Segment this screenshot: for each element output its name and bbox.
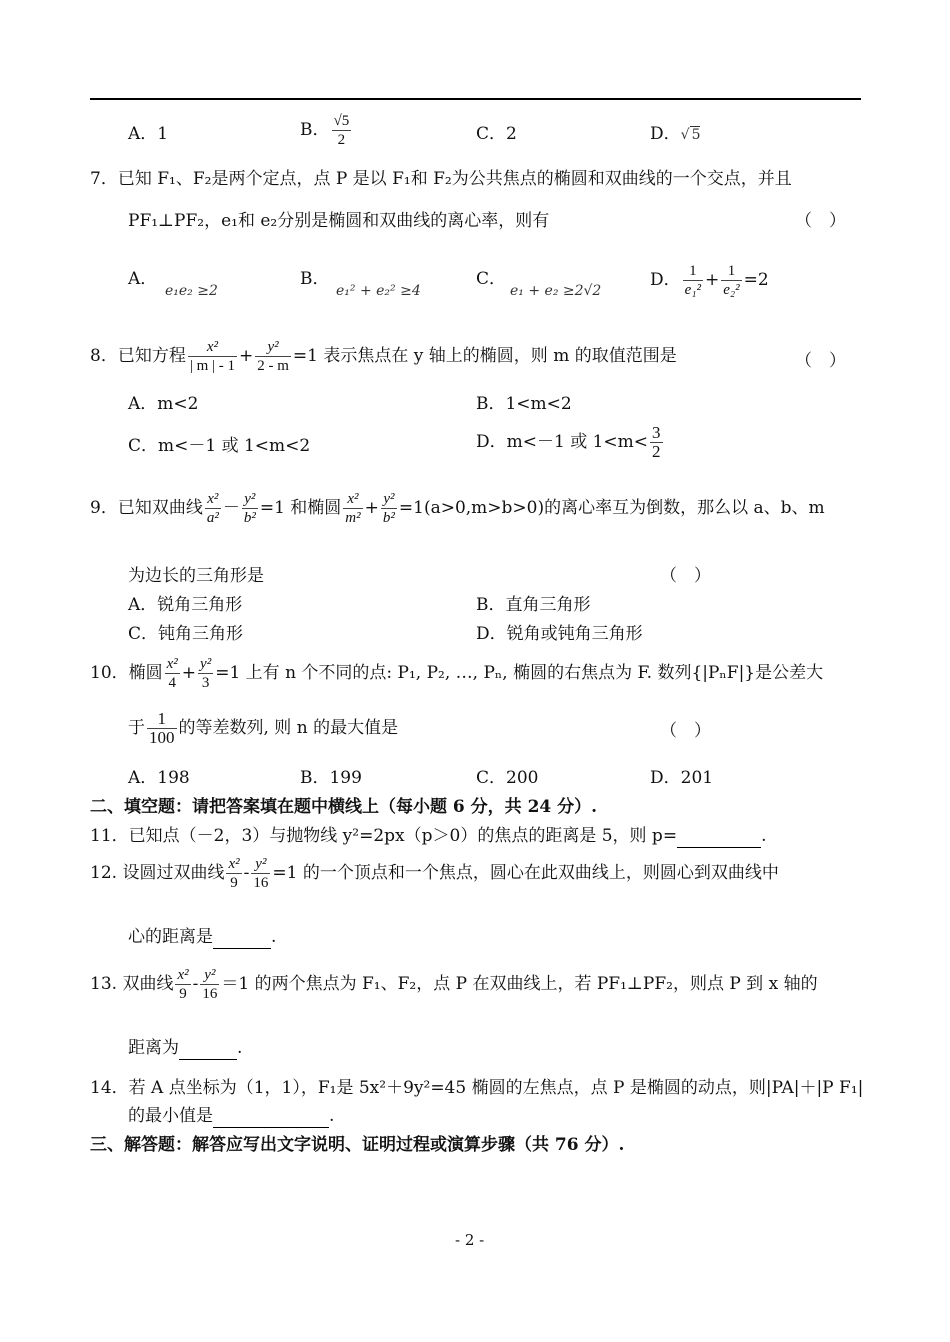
q10-option-a: A．198 bbox=[128, 768, 190, 788]
q9-option-b: B．直角三角形 bbox=[476, 595, 591, 615]
q7-answer-paren: （ ） bbox=[795, 211, 846, 231]
q9-stem: 9．已知双曲线 $\frac{\text{x²}}{\text{a²}}$ － $\frac{\text{y²}}{\text{b²}}$ =1 和椭圆 $\frac{\text{x²}}{\text{m²}}$ + $\frac{\text{y²}}{\text{b²}}$ =1(a>0,m>b>0)的离心率互为倒数，那么以 a、b、m bbox=[90, 491, 825, 526]
header-rule bbox=[90, 98, 861, 100]
q6-option-c: C．2 bbox=[476, 124, 517, 144]
q10-stem: 10．椭圆 $\frac{\text{x²}}{4}$ + $\frac{\text{y²}}{3}$ =1 上有 n 个不同的点: P₁, P₂, …, Pₙ, 椭圆的右焦点为 F. 数列{|PₙF|}是公差大 bbox=[90, 656, 824, 691]
q9-option-c: C．钝角三角形 bbox=[128, 624, 244, 644]
q7-option-c-expr: e₁ + e₂ ≥2√2 bbox=[510, 283, 602, 299]
q7-line1: 7．已知 F₁、F₂是两个定点，点 P 是以 F₁和 F₂为公共焦点的椭圆和双曲线的一个交点，并且 bbox=[90, 169, 792, 189]
q9-line2: 为边长的三角形是 bbox=[128, 566, 264, 586]
q14-line1: 14．若 A 点坐标为（1，1），F₁是 5x²＋9y²=45 椭圆的左焦点，点 P 是椭圆的动点，则|PA|＋|P F₁| bbox=[90, 1078, 864, 1098]
q10-answer-paren: （ ） bbox=[660, 721, 711, 741]
q7-line2: PF₁⊥PF₂，e₁和 e₂分别是椭圆和双曲线的离心率，则有 bbox=[128, 211, 550, 231]
q10-option-d: D．201 bbox=[650, 768, 714, 788]
q6-option-b: B． $\frac{√5}{2}$ bbox=[300, 113, 350, 148]
q14-answer-blank[interactable] bbox=[213, 1105, 329, 1128]
q6-option-a: A．1 bbox=[128, 124, 169, 144]
q8-answer-paren: （ ） bbox=[795, 351, 846, 371]
q13-answer-blank[interactable] bbox=[179, 1037, 237, 1060]
q8-option-d: D．m<－1 或 1<m< $\frac{3}{2}$ bbox=[476, 423, 661, 461]
q6-option-d: D．√ 5 bbox=[650, 124, 701, 144]
q7-option-d: D． $\frac{1}{\text{e₁²}}$ + $\frac{1}{\text{e₂²}}$ =2 bbox=[650, 263, 769, 298]
q10-option-c: C．200 bbox=[476, 768, 539, 788]
q13-stem: 13. 双曲线 $\frac{\text{x²}}{9}$ - $\frac{\text{y²}}{16}$ ＝1 的两个焦点为 F₁、F₂，点 P 在双曲线上，若 PF₁⊥PF₂，则点 P 到 x 轴的 bbox=[90, 967, 818, 1002]
q14-line2: 的最小值是 . bbox=[128, 1106, 335, 1126]
q9-answer-paren: （ ） bbox=[660, 566, 711, 586]
section-2-heading: 二、填空题：请把答案填在题中横线上（每小题 6 分，共 24 分）. bbox=[90, 797, 598, 817]
q8-option-c: C．m<－1 或 1<m<2 bbox=[128, 436, 311, 456]
q8-stem: 8．已知方程 $\frac{\text{x²}}{| m | - 1}$ + $\frac{\text{y²}}{2 - m}$ =1 表示焦点在 y 轴上的椭圆，则 m 的取值范围是 bbox=[90, 339, 677, 374]
q9-option-d: D．锐角或钝角三角形 bbox=[476, 624, 643, 644]
q7-option-b: B． bbox=[300, 269, 330, 289]
q11-answer-blank[interactable] bbox=[677, 825, 761, 848]
q7-option-b-expr: e₁² + e₂² ≥4 bbox=[336, 283, 421, 299]
q10-line2: 于 $\frac{1}{100}$ 的等差数列, 则 n 的最大值是 bbox=[128, 709, 399, 747]
q7-option-a: A． bbox=[128, 269, 158, 289]
q12-stem: 12. 设圆过双曲线 $\frac{\text{x²}}{9}$ - $\frac{\text{y²}}{16}$ =1 的一个顶点和一个焦点，圆心在此双曲线上，则圆心到双曲线中 bbox=[90, 856, 779, 891]
q8-option-b: B．1<m<2 bbox=[476, 394, 572, 414]
q11: 11．已知点（－2，3）与抛物线 y²=2px（p＞0）的焦点的距离是 5，则 p= . bbox=[90, 826, 767, 846]
q13-line2: 距离为 . bbox=[128, 1038, 243, 1058]
page-number: - 2 - bbox=[455, 1231, 485, 1249]
q7-option-c: C． bbox=[476, 269, 507, 289]
section-3-heading: 三、解答题：解答应写出文字说明、证明过程或演算步骤（共 76 分）. bbox=[90, 1135, 625, 1155]
q8-option-a: A．m<2 bbox=[128, 394, 199, 414]
q7-option-a-expr: e₁e₂ ≥2 bbox=[165, 283, 218, 299]
q12-line2: 心的距离是 . bbox=[128, 927, 277, 947]
q9-option-a: A．锐角三角形 bbox=[128, 595, 243, 615]
q10-option-b: B．199 bbox=[300, 768, 362, 788]
q12-answer-blank[interactable] bbox=[213, 926, 271, 949]
